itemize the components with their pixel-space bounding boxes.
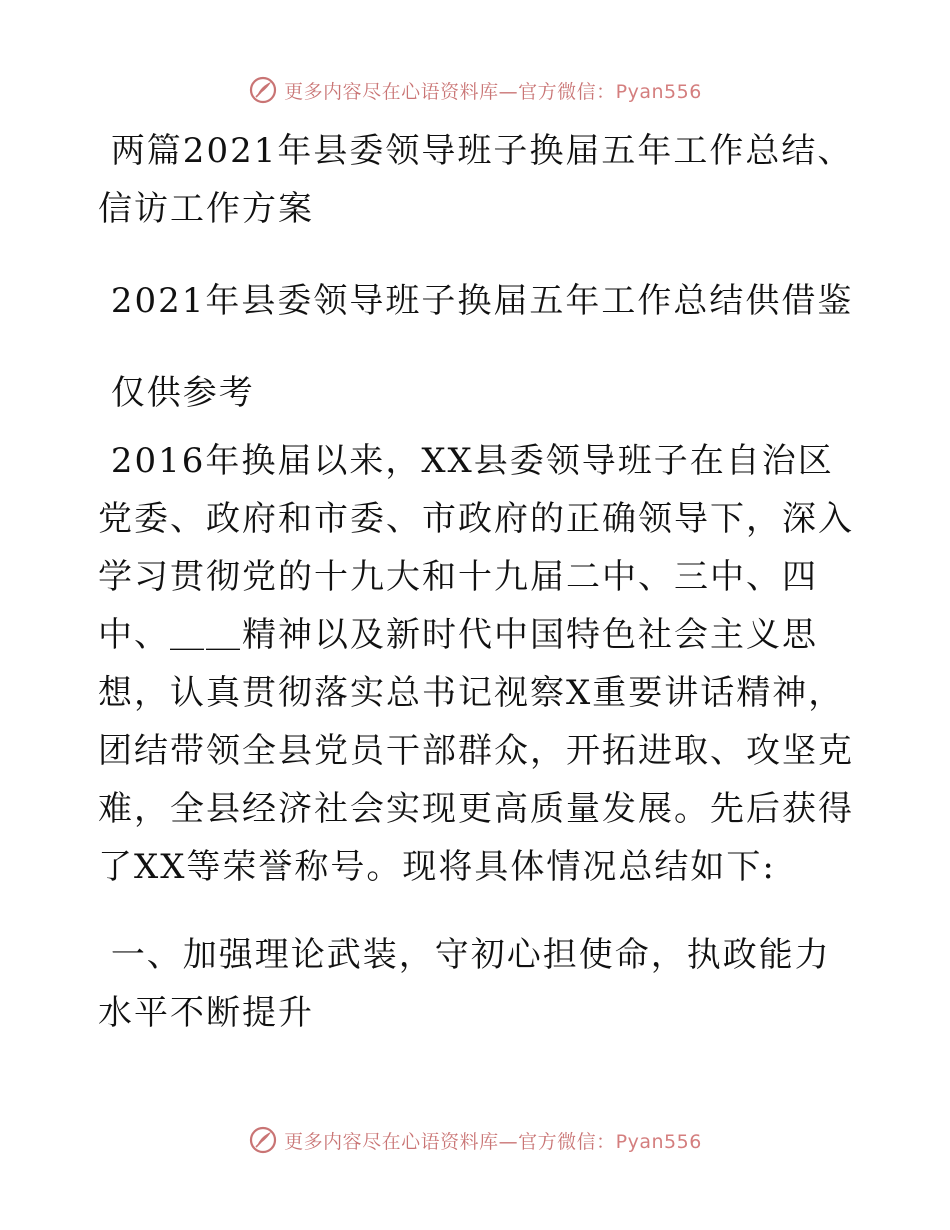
watermark-account: Pyan556 — [615, 80, 702, 103]
section-heading-1: 一、加强理论武装，守初心担使命，执政能力水平不断提升 — [98, 935, 831, 1033]
watermark-label: 更多内容尽在心语资料库—官方微信： — [284, 1130, 616, 1153]
feather-logo-icon — [248, 1125, 278, 1155]
feather-logo-icon — [248, 75, 278, 105]
watermark-label: 更多内容尽在心语资料库—官方微信： — [284, 80, 616, 103]
watermark-text — [284, 77, 702, 104]
intro-paragraph: 2016年换届以来，XX县委领导班子在自治区党委、政府和市委、市政府的正确领导下，深入学习贯彻党的十九大和十九届二中、三中、四中、＿＿精神以及新时代中国特色社会主义思想，认真贯彻落实总书记视察X重要讲话精神，团结带领全县党员干部群众，开拓进取、攻坚克难，全县经济社会实现更高质量发展。先后获得了XX等荣誉称号。现将具体情况总结如下: — [98, 441, 854, 887]
header-watermark — [0, 70, 950, 110]
document-note: 仅供参考 — [98, 373, 255, 413]
document-body — [98, 122, 858, 1042]
watermark-text — [284, 1127, 702, 1154]
document-subtitle: 2021年县委领导班子换届五年工作总结供借鉴 — [98, 281, 854, 321]
footer-watermark — [0, 1120, 950, 1160]
document-title: 两篇2021年县委领导班子换届五年工作总结、信访工作方案 — [98, 131, 854, 229]
watermark-account: Pyan556 — [615, 1130, 702, 1153]
